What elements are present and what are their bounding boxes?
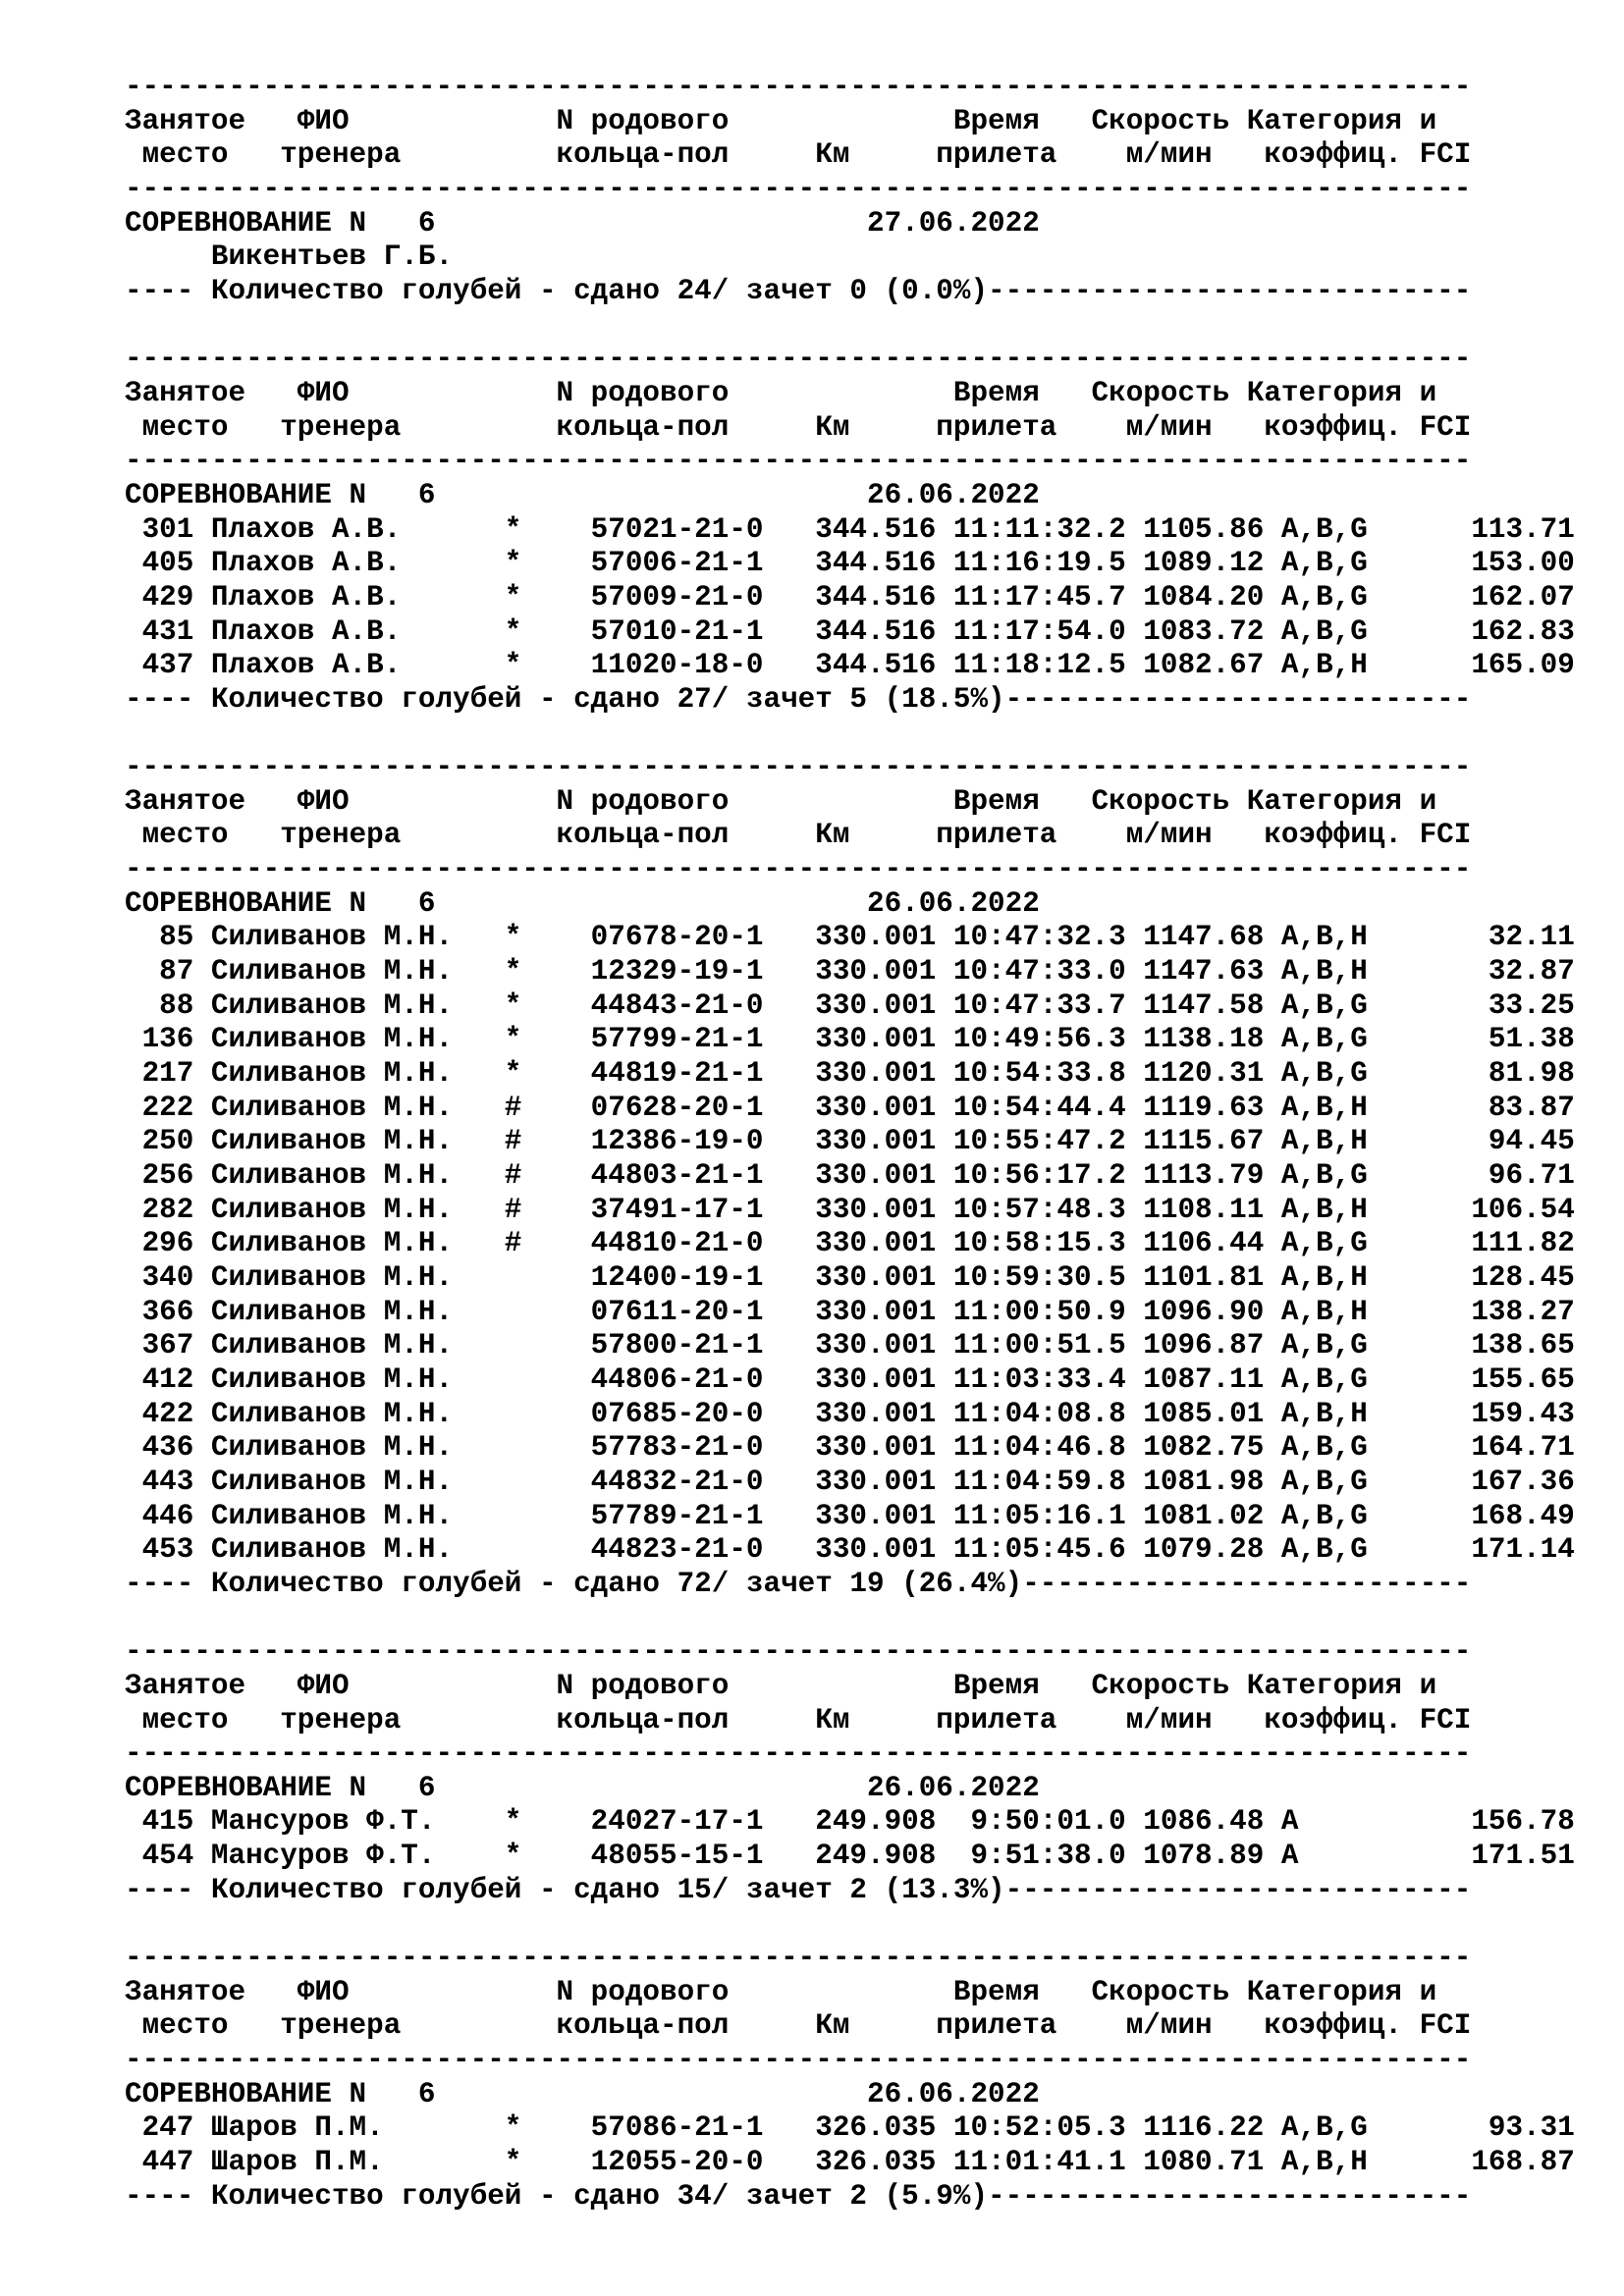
result-row: 453 Силиванов М.Н. 44823-21-0 330.001 11:05:45.6 1079.28 A,B,G 171.14 [125,1533,1575,1567]
section-spacer [125,1907,1597,1942]
divider-line: ------------------------------------------------------------------------------ [125,343,1472,376]
result-row: 436 Силиванов М.Н. 57783-21-0 330.001 11:04:46.8 1082.75 A,B,G 164.71 [125,1431,1575,1465]
section-spacer [125,1602,1597,1636]
divider-line: ------------------------------------------------------------------------------ [125,71,1472,103]
competition-section [125,1635,1597,1907]
result-row: 247 Шаров П.М. * 57086-21-1 326.035 10:52:05.3 1116.22 A,B,G 93.31 [125,2111,1575,2145]
result-row: 217 Силиванов М.Н. * 44819-21-1 330.001 10:54:33.8 1120.31 A,B,G 81.98 [125,1057,1575,1091]
result-row: 85 Силиванов М.Н. * 07678-20-1 330.001 10:47:32.3 1147.68 A,B,H 32.11 [125,921,1575,954]
section-summary: ---- Количество голубей - сдано 34/ зачет 2 (5.9%)---------------------------- [125,2179,1472,2213]
result-row: 301 Плахов А.В. * 57021-21-0 344.516 11:11:32.2 1105.86 A,B,G 113.71 [125,512,1575,546]
result-row: 367 Силиванов М.Н. 57800-21-1 330.001 11:00:51.5 1096.87 A,B,G 138.65 [125,1329,1575,1362]
table-header-row-1: Занятое ФИО N родового Время Скорость Категория и [125,1669,1437,1702]
competition-title: СОРЕВНОВАНИЕ N 6 27.06.2022 [125,206,1040,240]
divider-line: ------------------------------------------------------------------------------ [125,751,1472,784]
section-summary: ---- Количество голубей - сдано 15/ зачет 2 (13.3%)--------------------------- [125,1873,1472,1906]
competition-section [125,71,1597,309]
divider-line: ------------------------------------------------------------------------------ [125,853,1472,886]
competition-title: СОРЕВНОВАНИЕ N 6 26.06.2022 [125,886,1040,920]
result-row: 429 Плахов А.В. * 57009-21-0 344.516 11:17:45.7 1084.20 A,B,G 162.07 [125,580,1575,614]
result-row: 250 Силиванов М.Н. # 12386-19-0 330.001 10:55:47.2 1115.67 A,B,H 94.45 [125,1125,1575,1158]
table-header-row-2: место тренера кольца-пол Км прилета м/мин коэффиц. FCI [125,1703,1472,1736]
result-row: 431 Плахов А.В. * 57010-21-1 344.516 11:17:54.0 1083.72 A,B,G 162.83 [125,614,1575,648]
result-row: 88 Силиванов М.Н. * 44843-21-0 330.001 10:47:33.7 1147.58 A,B,G 33.25 [125,988,1575,1022]
result-row: 256 Силиванов М.Н. # 44803-21-1 330.001 10:56:17.2 1113.79 A,B,G 96.71 [125,1159,1575,1192]
result-row: 415 Мансуров Ф.Т. * 24027-17-1 249.908 9:50:01.0 1086.48 A 156.78 [125,1805,1575,1839]
section-summary: ---- Количество голубей - сдано 24/ зачет 0 (0.0%)---------------------------- [125,274,1472,307]
divider-line: ------------------------------------------------------------------------------ [125,1737,1472,1771]
competition-section [125,1942,1597,2214]
results-document [125,71,1597,2214]
result-row: 447 Шаров П.М. * 12055-20-0 326.035 11:01:41.1 1080.71 A,B,H 168.87 [125,2146,1575,2179]
result-row: 412 Силиванов М.Н. 44806-21-0 330.001 11:03:33.4 1087.11 A,B,G 155.65 [125,1362,1575,1396]
result-row: 443 Силиванов М.Н. 44832-21-0 330.001 11:04:59.8 1081.98 A,B,G 167.36 [125,1465,1575,1498]
section-spacer [125,309,1597,344]
result-row: 366 Силиванов М.Н. 07611-20-1 330.001 11:00:50.9 1096.90 A,B,H 138.27 [125,1295,1575,1328]
section-summary: ---- Количество голубей - сдано 72/ зачет 19 (26.4%)-------------------------- [125,1567,1472,1600]
competition-section [125,343,1597,717]
table-header-row-1: Занятое ФИО N родового Время Скорость Категория и [125,104,1437,137]
result-row: 340 Силиванов М.Н. 12400-19-1 330.001 10:59:30.5 1101.81 A,B,H 128.45 [125,1260,1575,1294]
result-row: 422 Силиванов М.Н. 07685-20-0 330.001 11:04:08.8 1085.01 A,B,H 159.43 [125,1397,1575,1430]
table-header-row-1: Занятое ФИО N родового Время Скорость Категория и [125,376,1437,409]
divider-line: ------------------------------------------------------------------------------ [125,1942,1472,1975]
section-summary: ---- Количество голубей - сдано 27/ зачет 5 (18.5%)--------------------------- [125,682,1472,716]
table-header-row-2: место тренера кольца-пол Км прилета м/мин коэффиц. FCI [125,138,1472,172]
divider-line: ------------------------------------------------------------------------------ [125,172,1472,205]
competition-title: СОРЕВНОВАНИЕ N 6 26.06.2022 [125,478,1040,511]
result-row: 437 Плахов А.В. * 11020-18-0 344.516 11:18:12.5 1082.67 A,B,H 165.09 [125,649,1575,682]
table-header-row-2: место тренера кольца-пол Км прилета м/мин коэффиц. FCI [125,410,1472,444]
table-header-row-1: Занятое ФИО N родового Время Скорость Категория и [125,1975,1437,2008]
result-row: 405 Плахов А.В. * 57006-21-1 344.516 11:16:19.5 1089.12 A,B,G 153.00 [125,547,1575,580]
competition-section [125,751,1597,1601]
divider-line: ------------------------------------------------------------------------------ [125,1635,1472,1669]
result-row: 296 Силиванов М.Н. # 44810-21-0 330.001 10:58:15.3 1106.44 A,B,G 111.82 [125,1227,1575,1260]
result-row: 87 Силиванов М.Н. * 12329-19-1 330.001 10:47:33.0 1147.63 A,B,H 32.87 [125,955,1575,988]
divider-line: ------------------------------------------------------------------------------ [125,445,1472,478]
competition-title: СОРЕВНОВАНИЕ N 6 26.06.2022 [125,1771,1040,1804]
result-row: 222 Силиванов М.Н. # 07628-20-1 330.001 10:54:44.4 1119.63 A,B,H 83.87 [125,1091,1575,1124]
result-row: Викентьев Г.Б. [125,240,454,274]
table-header-row-2: место тренера кольца-пол Км прилета м/мин коэффиц. FCI [125,819,1472,852]
table-header-row-2: место тренера кольца-пол Км прилета м/мин коэффиц. FCI [125,2009,1472,2043]
result-row: 282 Силиванов М.Н. # 37491-17-1 330.001 10:57:48.3 1108.11 A,B,H 106.54 [125,1193,1575,1226]
result-row: 446 Силиванов М.Н. 57789-21-1 330.001 11:05:16.1 1081.02 A,B,G 168.49 [125,1499,1575,1532]
table-header-row-1: Занятое ФИО N родового Время Скорость Категория и [125,784,1437,818]
result-row: 136 Силиванов М.Н. * 57799-21-1 330.001 10:49:56.3 1138.18 A,B,G 51.38 [125,1023,1575,1056]
result-row: 454 Мансуров Ф.Т. * 48055-15-1 249.908 9:51:38.0 1078.89 A 171.51 [125,1840,1575,1873]
divider-line: ------------------------------------------------------------------------------ [125,2044,1472,2077]
competition-title: СОРЕВНОВАНИЕ N 6 26.06.2022 [125,2077,1040,2110]
section-spacer [125,717,1597,751]
